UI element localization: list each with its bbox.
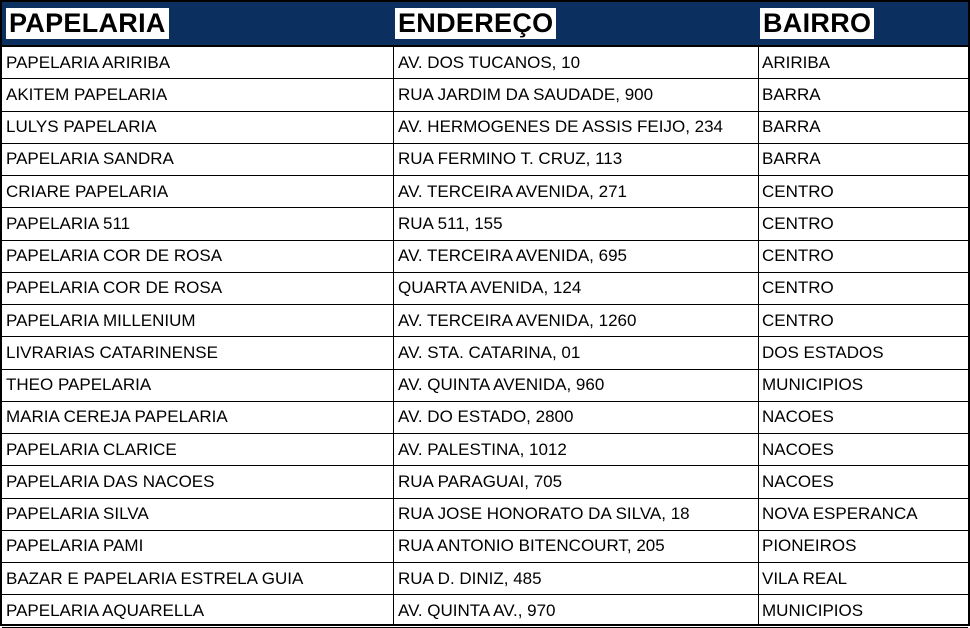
- district-cell[interactable]: CENTRO: [762, 213, 834, 233]
- header-label-name: PAPELARIA: [6, 8, 169, 39]
- district-cell[interactable]: CENTRO: [762, 181, 834, 201]
- column-divider: [758, 47, 759, 624]
- table-row: [2, 144, 968, 176]
- table-row: [2, 402, 968, 434]
- address-cell[interactable]: RUA 511, 155: [398, 213, 503, 233]
- district-cell[interactable]: DOS ESTADOS: [762, 342, 884, 362]
- district-cell[interactable]: CENTRO: [762, 278, 834, 298]
- header-label-address: ENDEREÇO: [395, 8, 556, 39]
- address-cell[interactable]: AV. TERCEIRA AVENIDA, 271: [398, 181, 627, 201]
- district-cell[interactable]: CENTRO: [762, 310, 834, 330]
- district-cell[interactable]: MUNICIPIOS: [762, 600, 864, 620]
- table-row: [2, 499, 968, 531]
- table-row: [2, 208, 968, 240]
- name-cell[interactable]: MARIA CEREJA PAPELARIA: [6, 407, 228, 427]
- name-cell[interactable]: THEO PAPELARIA: [6, 375, 152, 395]
- header-cell-address[interactable]: [395, 2, 556, 45]
- name-cell[interactable]: PAPELARIA SANDRA: [6, 149, 174, 169]
- district-cell[interactable]: NACOES: [762, 407, 834, 427]
- address-cell[interactable]: AV. QUINTA AV., 970: [398, 600, 556, 620]
- table-row: [2, 305, 968, 337]
- address-cell[interactable]: AV. DOS TUCANOS, 10: [398, 52, 581, 72]
- table-row: [2, 112, 968, 144]
- table-row: [2, 531, 968, 563]
- address-cell[interactable]: AV. QUINTA AVENIDA, 960: [398, 375, 605, 395]
- district-cell[interactable]: BARRA: [762, 149, 821, 169]
- address-cell[interactable]: AV. HERMOGENES DE ASSIS FEIJO, 234: [398, 117, 724, 137]
- district-cell[interactable]: MUNICIPIOS: [762, 375, 864, 395]
- district-cell[interactable]: NOVA ESPERANCA: [762, 504, 918, 524]
- address-cell[interactable]: QUARTA AVENIDA, 124: [398, 278, 582, 298]
- name-cell[interactable]: BAZAR E PAPELARIA ESTRELA GUIA: [6, 568, 304, 588]
- district-cell[interactable]: VILA REAL: [762, 568, 848, 588]
- name-cell[interactable]: AKITEM PAPELARIA: [6, 84, 168, 104]
- district-cell[interactable]: ARIRIBA: [762, 52, 831, 72]
- district-cell[interactable]: PIONEIROS: [762, 536, 857, 556]
- table-row: [2, 370, 968, 402]
- name-cell[interactable]: PAPELARIA CLARICE: [6, 439, 177, 459]
- column-divider: [393, 47, 394, 624]
- header-cell-district[interactable]: [760, 2, 874, 45]
- name-cell[interactable]: PAPELARIA DAS NACOES: [6, 471, 215, 491]
- name-cell[interactable]: PAPELARIA COR DE ROSA: [6, 278, 223, 298]
- district-cell[interactable]: CENTRO: [762, 246, 834, 266]
- table-row: [2, 241, 968, 273]
- address-cell[interactable]: RUA D. DINIZ, 485: [398, 568, 542, 588]
- table-header: [2, 2, 968, 47]
- name-cell[interactable]: PAPELARIA ARIRIBA: [6, 52, 171, 72]
- name-cell[interactable]: CRIARE PAPELARIA: [6, 181, 169, 201]
- table-row: [2, 176, 968, 208]
- name-cell[interactable]: LULYS PAPELARIA: [6, 117, 157, 137]
- table-row: [2, 595, 968, 627]
- address-cell[interactable]: RUA FERMINO T. CRUZ, 113: [398, 149, 623, 169]
- address-cell[interactable]: AV. STA. CATARINA, 01: [398, 342, 581, 362]
- address-cell[interactable]: AV. DO ESTADO, 2800: [398, 407, 574, 427]
- table-row: [2, 273, 968, 305]
- header-cell-name[interactable]: [6, 2, 169, 45]
- name-cell[interactable]: PAPELARIA 511: [6, 213, 131, 233]
- name-cell[interactable]: PAPELARIA COR DE ROSA: [6, 246, 223, 266]
- address-cell[interactable]: AV. TERCEIRA AVENIDA, 1260: [398, 310, 637, 330]
- district-cell[interactable]: NACOES: [762, 439, 834, 459]
- district-cell[interactable]: BARRA: [762, 84, 821, 104]
- table-row: [2, 79, 968, 111]
- address-cell[interactable]: AV. TERCEIRA AVENIDA, 695: [398, 246, 627, 266]
- address-cell[interactable]: RUA PARAGUAI, 705: [398, 471, 563, 491]
- district-cell[interactable]: NACOES: [762, 471, 834, 491]
- address-cell[interactable]: RUA JARDIM DA SAUDADE, 900: [398, 84, 654, 104]
- name-cell[interactable]: PAPELARIA SILVA: [6, 504, 149, 524]
- table-row: [2, 466, 968, 498]
- name-cell[interactable]: LIVRARIAS CATARINENSE: [6, 342, 218, 362]
- name-cell[interactable]: PAPELARIA AQUARELLA: [6, 600, 205, 620]
- table-row: [2, 434, 968, 466]
- district-cell[interactable]: BARRA: [762, 117, 821, 137]
- table-body: [2, 47, 968, 628]
- header-label-district: BAIRRO: [760, 8, 874, 39]
- name-cell[interactable]: PAPELARIA MILLENIUM: [6, 310, 196, 330]
- name-cell[interactable]: PAPELARIA PAMI: [6, 536, 144, 556]
- table-row: [2, 47, 968, 79]
- address-cell[interactable]: AV. PALESTINA, 1012: [398, 439, 567, 459]
- address-cell[interactable]: RUA ANTONIO BITENCOURT, 205: [398, 536, 665, 556]
- table-row: [2, 337, 968, 369]
- table-row: [2, 563, 968, 595]
- address-cell[interactable]: RUA JOSE HONORATO DA SILVA, 18: [398, 504, 690, 524]
